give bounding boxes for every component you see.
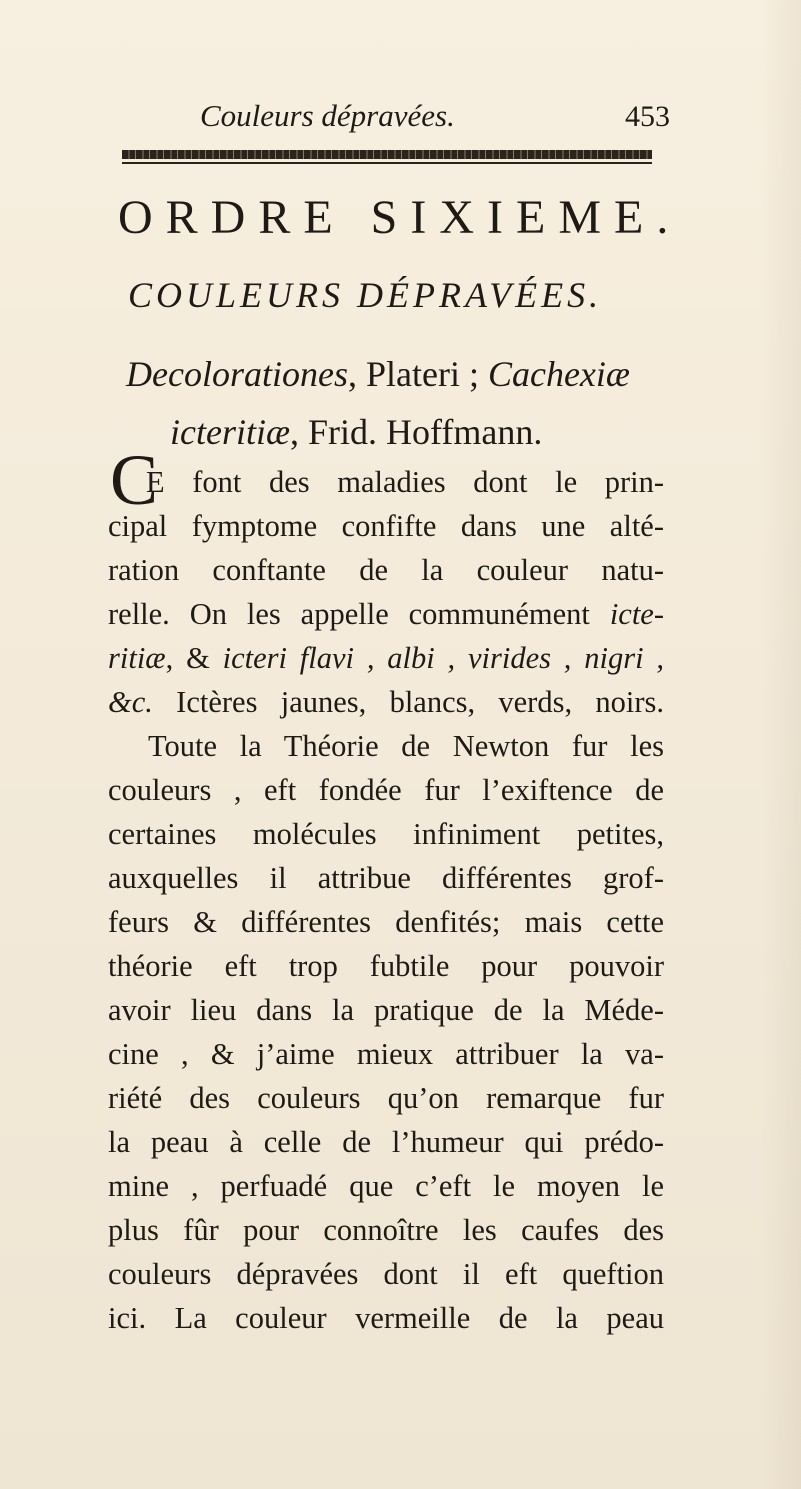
line-text: cine , & j’aime mieux attribuer la va- (108, 1037, 664, 1071)
text-line (108, 1032, 664, 1076)
text-line (108, 460, 664, 504)
running-head-title: Couleurs dépravées. (200, 98, 455, 133)
text-line (108, 548, 664, 592)
line-text: Ictères jaunes, blancs, verds, noirs. (152, 685, 664, 719)
text-line (108, 812, 664, 856)
italic-text: icteri flavi , albi , virides , nigri , (222, 641, 664, 675)
line-text: ration conftante de la couleur natu- (108, 553, 664, 587)
line-text: couleurs , eft fondée fur l’exiftence de (108, 773, 664, 807)
synonym-plateri: , Plateri ; (347, 354, 488, 394)
order-heading: ORDRE SIXIEME. (118, 191, 682, 244)
italic-text: ritiæ (108, 641, 166, 675)
line-text: relle. On les appelle communément (108, 597, 610, 631)
body-text (108, 460, 664, 1340)
text-line (108, 724, 664, 768)
line-text: certaines molécules infiniment petites, (108, 817, 664, 851)
italic-text: icte- (609, 597, 664, 631)
line-text: théorie eft trop fubtile pour pouvoir (108, 949, 664, 983)
italic-text: &c. (108, 685, 153, 719)
page-number: 453 (625, 100, 670, 133)
text-line (108, 504, 664, 548)
line-text: , & (165, 641, 223, 675)
section-title: COULEURS DÉPRAVÉES. (128, 275, 603, 315)
synonyms-block (126, 345, 686, 461)
drop-cap: C (110, 440, 159, 520)
text-line (108, 636, 664, 680)
text-line (108, 1252, 664, 1296)
running-head (200, 98, 670, 142)
line-text: couleurs dépravées dont il eft queftion (108, 1257, 664, 1291)
synonym-cachexiae: Cachexiæ (487, 354, 630, 394)
text-line (108, 1164, 664, 1208)
page-edge-shadow (761, 0, 801, 1489)
text-line (108, 592, 664, 636)
text-line (108, 1076, 664, 1120)
text-line (108, 900, 664, 944)
synonyms-line-2 (126, 403, 686, 461)
line-text: plus fûr pour connoître les caufes des (108, 1213, 664, 1247)
rule-line (122, 162, 652, 164)
ornamental-rule (122, 150, 652, 159)
line-text: avoir lieu dans la pratique de la Méde- (108, 993, 664, 1027)
line-text: riété des couleurs qu’on remarque fur (108, 1081, 664, 1115)
line-text: la peau à celle de l’humeur qui prédo- (108, 1125, 664, 1159)
synonym-hoffmann: , Frid. Hoffmann. (290, 412, 543, 452)
text-line (108, 988, 664, 1032)
text-line (108, 1208, 664, 1252)
text-line (108, 680, 664, 724)
line-text: ici. La couleur vermeille de la peau (108, 1301, 664, 1335)
line-text: mine , perfuadé que c’eft le moyen le (108, 1169, 664, 1203)
text-line (108, 768, 664, 812)
line-text: Toute la Théorie de Newton fur les (148, 729, 664, 763)
text-line (108, 1120, 664, 1164)
line-text: cipal fymptome confifte dans une alté- (108, 509, 664, 543)
synonym-icteritiae: icteritiæ (170, 412, 290, 452)
line-text: E font des maladies dont le prin- (146, 465, 664, 499)
synonyms-line-1 (126, 345, 686, 403)
line-text: auxquelles il attribue différentes grof- (108, 861, 664, 895)
text-line (108, 944, 664, 988)
text-line (108, 1296, 664, 1340)
line-text: feurs & différentes denfités; mais cette (108, 905, 664, 939)
synonym-decolorationes: Decolorationes (126, 354, 348, 394)
text-line (108, 856, 664, 900)
